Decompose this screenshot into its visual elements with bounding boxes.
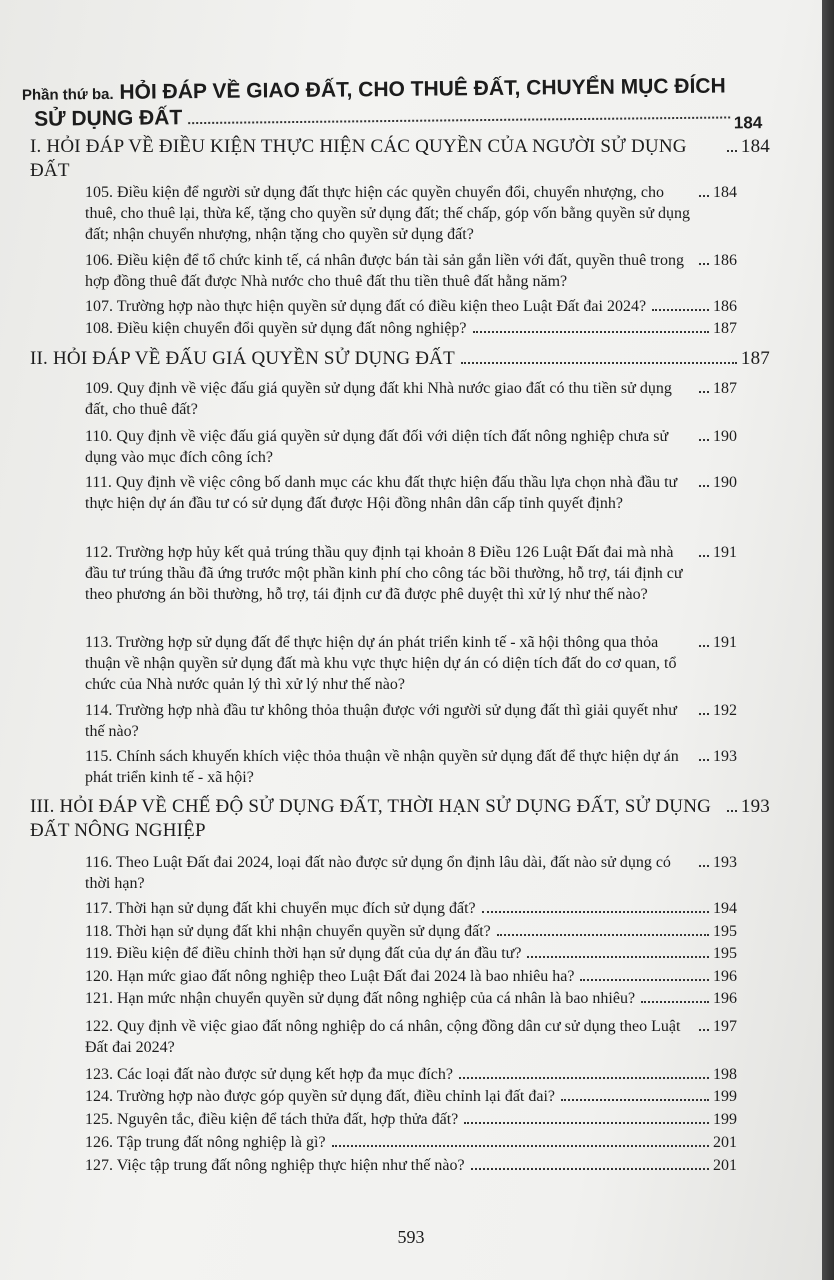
entry-page-number: 197	[713, 1018, 737, 1035]
entry-page-number: 199	[713, 1111, 737, 1128]
entry-page-number: 191	[713, 544, 737, 561]
entry-page-number: 192	[713, 702, 737, 719]
toc-entry-105	[85, 182, 737, 245]
entry-title: 118. Thời hạn sử dụng đất khi nhận chuyển quyền sử dụng đất?	[85, 923, 491, 940]
entry-title: 115. Chính sách khuyến khích việc thỏa thuận về nhận quyền sử dụng đất để thực hiện dự án phát triển kinh tế - xã hội?	[85, 748, 679, 786]
toc-entry-106	[85, 250, 737, 292]
toc-entry-114	[85, 700, 737, 742]
entry-title: 110. Quy định về việc đấu giá quyền sử dụng đất đối với diện tích đất nông nghiệp chưa sử dụng vào mục đích công ích?	[85, 428, 669, 466]
entry-page-number: 187	[713, 320, 737, 337]
toc-entry-123	[85, 1064, 737, 1085]
entry-page-number: 193	[713, 748, 737, 765]
entry-title: 112. Trường hợp hủy kết quả trúng thầu quy định tại khoản 8 Điều 126 Luật Đất đai mà nhà đầu tư trúng thầu đã ứng trước một phần kinh phí cho công tác bồi thường, hỗ trợ, tái định cư theo phương án bồi thường, hỗ trợ, tái định cư đã được phê duyệt thì xử lý như thế nào?	[85, 544, 683, 603]
entry-title: 113. Trường hợp sử dụng đất để thực hiện dự án phát triển kinh tế - xã hội thông qua thỏa thuận về nhận quyền sử dụng đất mà khu vực thực hiện dự án có diện tích đất do cơ quan, tổ chức của Nhà nước quản lý thì xử lý như thế nào?	[85, 634, 677, 693]
dot-leader	[699, 485, 709, 487]
dot-leader	[473, 331, 710, 333]
dot-leader	[699, 645, 709, 647]
entry-page-number: 196	[713, 968, 737, 985]
dot-leader	[699, 555, 709, 557]
toc-entry-112	[85, 542, 737, 605]
section-label: III. HỎI ĐÁP VỀ CHẾ ĐỘ SỬ DỤNG ĐẤT, THỜI HẠN SỬ DỤNG ĐẤT, SỬ DỤNG ĐẤT NÔNG NGHIỆP	[30, 796, 712, 841]
toc-entry-113	[85, 632, 737, 695]
part-label: Phần thứ ba.	[21, 85, 114, 104]
dot-leader	[699, 865, 709, 867]
dot-leader	[727, 150, 737, 152]
entry-title: 120. Hạn mức giao đất nông nghiệp theo Luật Đất đai 2024 là bao nhiêu ha?	[85, 968, 575, 985]
dot-leader	[497, 934, 709, 936]
toc-entry-110	[85, 426, 737, 468]
entry-page-number: 191	[713, 634, 737, 651]
entry-title: 123. Các loại đất nào được sử dụng kết hợp đa mục đích?	[85, 1066, 453, 1083]
dot-leader	[482, 911, 709, 913]
dot-leader	[699, 195, 709, 197]
entry-title: 127. Việc tập trung đất nông nghiệp thực hiện như thế nào?	[85, 1157, 465, 1174]
toc-entry-118	[85, 921, 737, 942]
entry-title: 106. Điều kiện để tổ chức kinh tế, cá nhân được bán tài sản gắn liền với đất, quyền thuê trong hợp đồng thuê đất được Nhà nước cho thuê đất thu tiền thuê đất hằng năm?	[85, 252, 684, 290]
entry-page-number: 193	[713, 854, 737, 871]
entry-title: 105. Điều kiện để người sử dụng đất thực hiện các quyền chuyển đổi, chuyển nhượng, cho thuê, cho thuê lại, thừa kế, tặng cho quyền sử dụng đất; thế chấp, góp vốn bằng quyền sử dụng đất; nhận chuyển nhượng, nhận tặng cho quyền sử dụng đất?	[85, 184, 690, 243]
entry-title: 125. Nguyên tắc, điều kiện để tách thửa đất, hợp thửa đất?	[85, 1111, 459, 1128]
dot-leader	[464, 1122, 709, 1124]
dot-leader	[188, 116, 730, 124]
dot-leader	[580, 979, 709, 981]
dot-leader	[699, 713, 709, 715]
entry-page-number: 187	[713, 380, 737, 397]
dot-leader	[699, 391, 709, 393]
entry-title: 108. Điều kiện chuyển đổi quyền sử dụng đất nông nghiệp?	[85, 320, 467, 337]
dot-leader	[461, 362, 737, 364]
dot-leader	[641, 1001, 709, 1003]
toc-entry-127	[85, 1155, 737, 1176]
dot-leader	[699, 1029, 709, 1031]
entry-page-number: 195	[713, 923, 737, 940]
toc-entry-111	[85, 472, 737, 514]
entry-title: 107. Trường hợp nào thực hiện quyền sử dụng đất có điều kiện theo Luật Đất đai 2024?	[85, 298, 647, 315]
entry-page-number: 194	[713, 900, 737, 917]
page-number: 593	[397, 1227, 425, 1247]
section-heading-3	[30, 795, 770, 843]
section-page-number: 187	[740, 348, 770, 369]
entry-page-number: 190	[713, 474, 737, 491]
dot-leader	[527, 956, 709, 958]
entry-page-number: 196	[713, 990, 737, 1007]
entry-page-number: 199	[713, 1088, 737, 1105]
toc-entry-126	[85, 1132, 737, 1153]
toc-entry-108	[85, 318, 737, 339]
toc-entry-109	[85, 378, 737, 420]
dot-leader	[471, 1168, 709, 1170]
dot-leader	[699, 759, 709, 761]
part-page-number: 184	[733, 113, 763, 133]
dot-leader	[727, 810, 737, 812]
entry-title: 111. Quy định về việc công bố danh mục các khu đất thực hiện đấu thầu lựa chọn nhà đầu tư thực hiện dự án đầu tư có sử dụng đất được Hội đồng nhân dân cấp tỉnh quyết định?	[85, 474, 678, 512]
entry-title: 116. Theo Luật Đất đai 2024, loại đất nào được sử dụng ổn định lâu dài, đất nào sử dụng có thời hạn?	[85, 854, 671, 892]
toc-entry-119	[85, 943, 737, 964]
entry-page-number: 195	[713, 945, 737, 962]
toc-entry-121	[85, 988, 737, 1009]
part-title-line1: HỎI ĐÁP VỀ GIAO ĐẤT, CHO THUÊ ĐẤT, CHUYỂN MỤC ĐÍCH	[119, 74, 726, 104]
toc-entry-115	[85, 746, 737, 788]
section-label: I. HỎI ĐÁP VỀ ĐIỀU KIỆN THỰC HIỆN CÁC QUYỀN CỦA NGƯỜI SỬ DỤNG ĐẤT	[30, 136, 687, 181]
toc-entry-116	[85, 852, 737, 894]
dot-leader	[561, 1099, 709, 1101]
part-heading	[22, 74, 762, 133]
entry-title: 124. Trường hợp nào được góp quyền sử dụng đất, điều chỉnh lại đất đai?	[85, 1088, 556, 1105]
section-heading-2	[30, 347, 770, 371]
entry-title: 109. Quy định về việc đấu giá quyền sử dụng đất khi Nhà nước giao đất có thu tiền sử dụng đất, cho thuê đất?	[85, 380, 672, 418]
toc-entry-122	[85, 1016, 737, 1058]
dot-leader	[332, 1145, 709, 1147]
entry-title: 121. Hạn mức nhận chuyển quyền sử dụng đất nông nghiệp của cá nhân là bao nhiêu?	[85, 990, 636, 1007]
entry-title: 126. Tập trung đất nông nghiệp là gì?	[85, 1134, 326, 1151]
dot-leader	[459, 1077, 709, 1079]
entry-page-number: 201	[713, 1157, 737, 1174]
page-edge-shadow	[822, 0, 834, 1280]
section-page-number: 193	[740, 796, 770, 817]
entry-title: 122. Quy định về việc giao đất nông nghiệp do cá nhân, cộng đồng dân cư sử dụng theo Luật Đất đai 2024?	[85, 1018, 681, 1056]
entry-page-number: 198	[713, 1066, 737, 1083]
toc-entry-107	[85, 296, 737, 317]
section-heading-1	[30, 135, 770, 183]
entry-page-number: 201	[713, 1134, 737, 1151]
entry-page-number: 190	[713, 428, 737, 445]
dot-leader	[699, 439, 709, 441]
dot-leader	[699, 263, 709, 265]
entry-title: 114. Trường hợp nhà đầu tư không thỏa thuận được với người sử dụng đất thì giải quyết như thế nào?	[85, 702, 677, 740]
entry-page-number: 186	[713, 252, 737, 269]
dot-leader	[652, 309, 709, 311]
entry-page-number: 186	[713, 298, 737, 315]
toc-entry-117	[85, 898, 737, 919]
section-label: II. HỎI ĐÁP VỀ ĐẤU GIÁ QUYỀN SỬ DỤNG ĐẤT	[30, 348, 455, 369]
toc-entry-120	[85, 966, 737, 987]
entry-page-number: 184	[713, 184, 737, 201]
entry-title: 117. Thời hạn sử dụng đất khi chuyển mục đích sử dụng đất?	[85, 900, 476, 917]
part-title-line2: SỬ DỤNG ĐẤT	[34, 106, 183, 131]
section-page-number: 184	[740, 136, 770, 157]
toc-entry-124	[85, 1086, 737, 1107]
toc-entry-125	[85, 1109, 737, 1130]
entry-title: 119. Điều kiện để điều chỉnh thời hạn sử dụng đất của dự án đầu tư?	[85, 945, 522, 962]
